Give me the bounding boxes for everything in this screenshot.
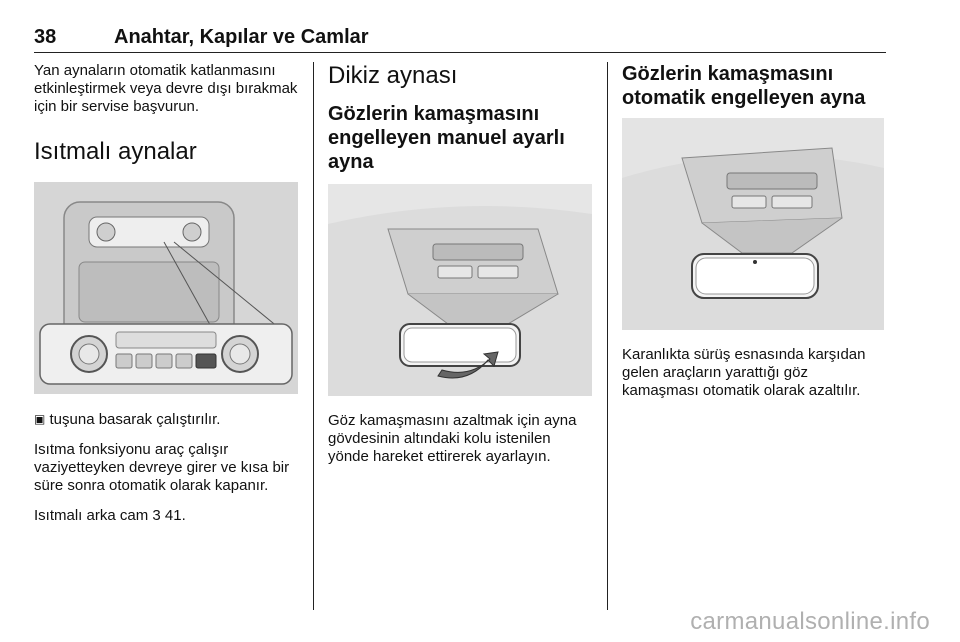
column-divider (313, 62, 314, 610)
page-number: 38 (34, 26, 57, 48)
auto-dimming-description: Karanlıkta sürüş esnasında karşıdan gelen araçların yarattığı göz kamaşması otomatik olarak azaltılır. (622, 346, 866, 399)
watermark: carmanualsonline.info (690, 608, 930, 635)
manual-mirror-figure (328, 184, 592, 396)
section-heading-heated-mirrors: Isıtmalı aynalar (34, 138, 197, 165)
column-rearview-mirror (328, 62, 594, 466)
climate-control-figure (34, 182, 298, 394)
auto-dimming-mirror-figure (622, 118, 884, 330)
column-divider (607, 62, 608, 610)
heating-description: Isıtma fonksiyonu araç çalışır vaziyetteyken devreye girer ve kısa bir süre sonra otomatik olarak kapanır. (34, 441, 290, 494)
chapter-title: Anahtar, Kapılar ve Camlar (114, 26, 369, 48)
reference-page: 41. (164, 507, 186, 524)
column-auto-dimming-mirror (622, 62, 888, 400)
button-instruction (34, 410, 300, 429)
section-heading-rearview-mirror: Dikiz aynası (328, 62, 458, 89)
intro-paragraph: Yan aynaların otomatik katlanmasını etkinleştirmek veya devre dışı bırakmak için bir servise başvurun. (34, 62, 298, 115)
button-instruction-text: tuşuna basarak çalıştırılır. (49, 411, 221, 428)
reference-arrow-icon: 3 (152, 507, 161, 524)
manual-mirror-description: Göz kamaşmasını azaltmak için ayna gövdesinin altındaki kolu istenilen yönde hareket ettirerek ayarlayın. (328, 412, 577, 465)
section-heading-auto-dimming-mirror: Gözlerin kamaşmasını otomatik engelleyen ayna (622, 63, 866, 109)
subheading-manual-mirror: Gözlerin kamaşmasını engelleyen manuel ayarlı ayna (328, 103, 565, 173)
cross-reference-text: Isıtmalı arka cam (34, 507, 149, 524)
cross-reference (34, 507, 300, 525)
heated-mirror-button-icon: ▣ (34, 412, 46, 426)
page-header (34, 26, 886, 53)
column-heated-mirrors (34, 62, 300, 525)
